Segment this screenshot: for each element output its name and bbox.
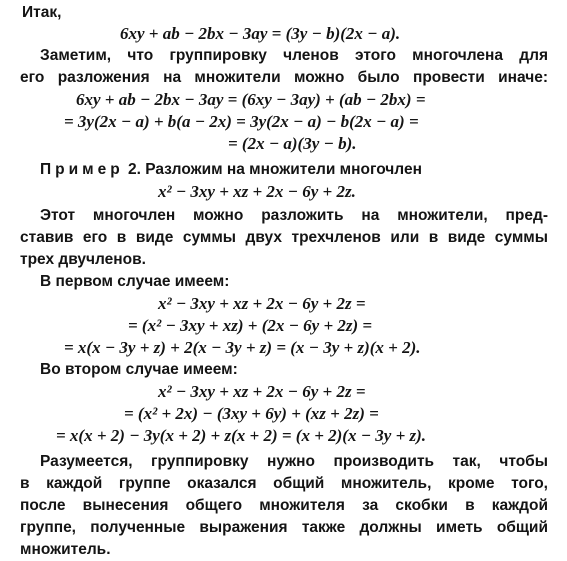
formula-line: 6xy + ab − 2bx − 3ay = (3y − b)(2x − a). <box>120 24 401 43</box>
text-line: Разумеется, группировку нужно производить так, чтобы <box>40 453 548 470</box>
formula-line: x² − 3xy + xz + 2x − 6y + 2z = <box>158 382 366 401</box>
formula-line: = x(x + 2) − 3y(x + 2) + z(x + 2) = (x + 2)(x − 3y + z). <box>56 426 427 445</box>
example-label: Пример <box>40 161 124 178</box>
text-line: в каждой группе оказался общий множитель, кроме того, <box>20 475 548 492</box>
formula-line: x² − 3xy + xz + 2x − 6y + 2z. <box>158 182 356 201</box>
formula-line: = (x² − 3xy + xz) + (2x − 6y + 2z) = <box>128 316 373 335</box>
formula-line: 6xy + ab − 2bx − 3ay = (6xy − 3ay) + (ab − 2bx) = <box>76 90 426 109</box>
text-line: Итак, <box>22 4 62 21</box>
formula-line: = x(x − 3y + z) + 2(x − 3y + z) = (x − 3y + z)(x + 2). <box>64 338 421 357</box>
text-line: Этот многочлен можно разложить на множители, пред- <box>40 207 548 224</box>
text-line: группе, полученные выражения также должны иметь общий <box>20 519 548 536</box>
text-line: Во втором случае имеем: <box>40 361 238 378</box>
formula-line: = (2x − a)(3y − b). <box>228 134 357 153</box>
text-line: множитель. <box>20 541 111 558</box>
text-line: трех двучленов. <box>20 251 146 268</box>
formula-line: = 3y(2x − a) + b(a − 2x) = 3y(2x − a) − b(2x − a) = <box>64 112 419 131</box>
formula-line: = (x² + 2x) − (3xy + 6y) + (xz + 2z) = <box>124 404 379 423</box>
text-line: Заметим, что группировку членов этого многочлена для <box>40 47 548 64</box>
example-heading <box>40 159 567 181</box>
example-text: 2. Разложим на множители многочлен <box>123 161 422 178</box>
text-line: ставив его в виде суммы двух трехчленов или в виде суммы <box>20 229 548 246</box>
text-line: В первом случае имеем: <box>40 273 230 290</box>
text-line: после вынесения общего множителя за скобки в каждой <box>20 497 548 514</box>
text-line: его разложения на множители можно было провести иначе: <box>20 69 548 86</box>
formula-line: x² − 3xy + xz + 2x − 6y + 2z = <box>158 294 366 313</box>
